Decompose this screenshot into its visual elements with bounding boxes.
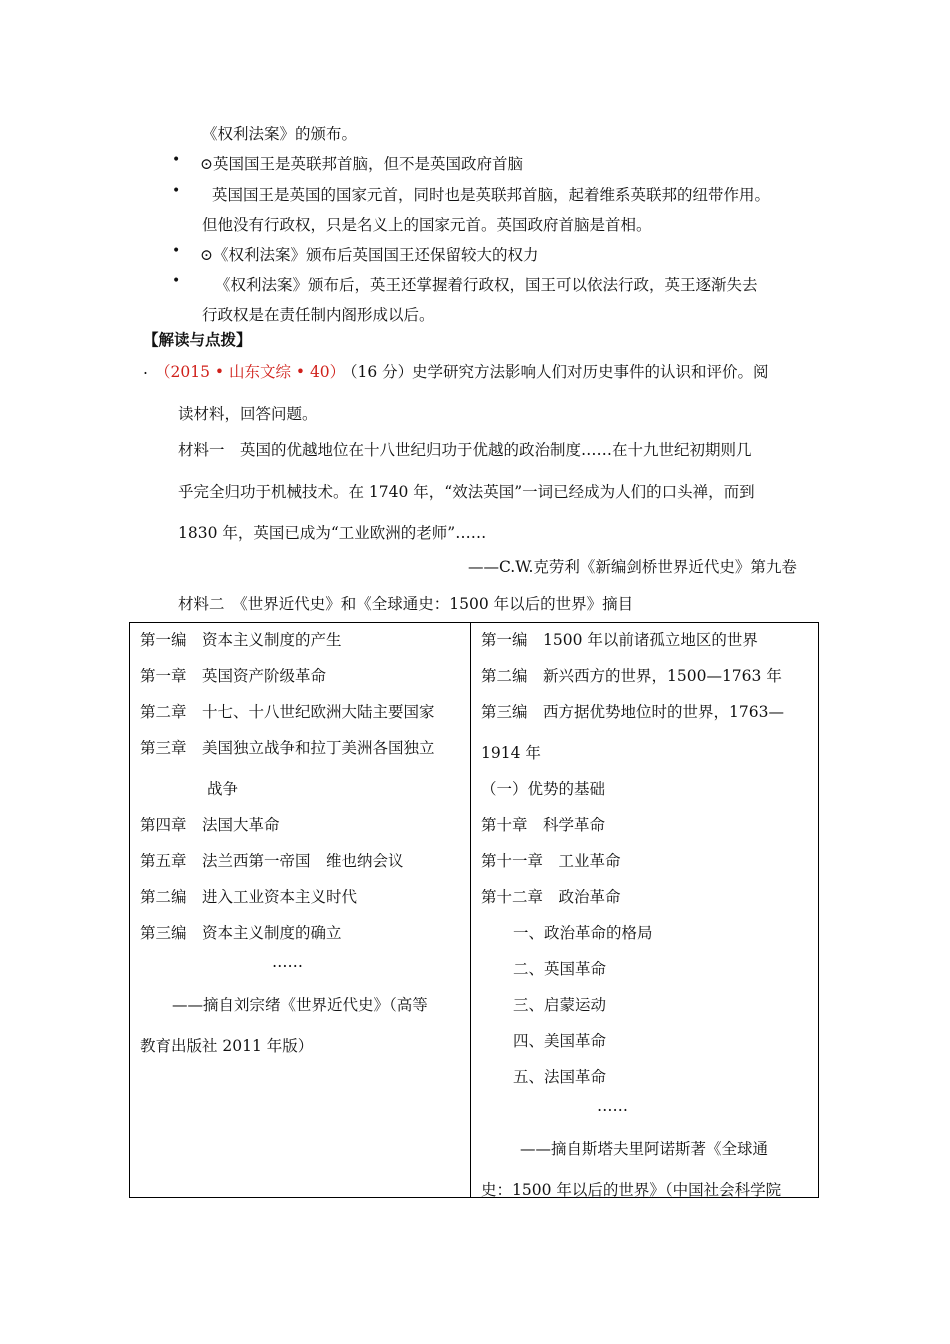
- table-right-line: ……: [597, 1097, 628, 1115]
- table-right-line: 第一编 1500 年以前诸孤立地区的世界: [481, 631, 758, 649]
- material-one-source: ——C.W.克劳利《新编剑桥世界近代史》第九卷: [468, 558, 797, 576]
- bullet-text: 行政权是在责任制内阁形成以后。: [202, 306, 435, 324]
- table-left-line: 第二章 十七、十八世纪欧洲大陆主要国家: [140, 703, 435, 721]
- material-two-title: 材料二 《世界近代史》和《全球通史：1500 年以后的世界》摘目: [178, 595, 634, 613]
- section-heading: 【解读与点拨】: [143, 331, 252, 349]
- table-divider: [470, 622, 471, 1198]
- bullet-dot: •: [172, 243, 181, 259]
- table-left-line: 战争: [207, 780, 239, 798]
- bullet-text: ⊙《权利法案》颁布后英国国王还保留较大的权力: [200, 246, 539, 264]
- bullet-text: ⊙英国国王是英联邦首脑，但不是英国政府首脑: [200, 155, 523, 173]
- bullet-text: 英国国王是英国的国家元首，同时也是英联邦首脑，起着维系英联邦的纽带作用。: [212, 186, 771, 204]
- question-score: （16 分）: [342, 363, 414, 381]
- question-number: .: [143, 360, 148, 378]
- material-one-text: 乎完全归功于机械技术。在 1740 年，“效法英国”一词已经成为人们的口头禅，而到: [178, 483, 755, 501]
- table-left-line: ——摘自刘宗绪《世界近代史》（高等: [172, 996, 428, 1014]
- question-intro: 读材料，回答问题。: [178, 405, 318, 423]
- table-right-line: 第十章 科学革命: [481, 816, 606, 834]
- table-right-line: 五、法国革命: [513, 1068, 607, 1086]
- question-intro: 史学研究方法影响人们对历史事件的认识和评价。阅: [412, 363, 769, 381]
- bullet-dot: •: [172, 273, 181, 289]
- table-left-line: 第一编 资本主义制度的产生: [140, 631, 342, 649]
- table-right-line: 三、启蒙运动: [513, 996, 607, 1014]
- table-left-line: 第三章 美国独立战争和拉丁美洲各国独立: [140, 739, 435, 757]
- table-right-line: 第三编 西方据优势地位时的世界，1763—: [481, 703, 784, 721]
- bullet-text: 《权利法案》颁布后，英王还掌握着行政权，国王可以依法行政，英王逐渐失去: [215, 276, 758, 294]
- table-right-line: ——摘自斯塔夫里阿诺斯著《全球通: [520, 1140, 769, 1158]
- table-right-line: 第十二章 政治革命: [481, 888, 621, 906]
- table-right-line: 二、英国革命: [513, 960, 607, 978]
- table-left-line: 教育出版社 2011 年版）: [140, 1037, 314, 1055]
- table-left-line: 第三编 资本主义制度的确立: [140, 924, 342, 942]
- material-one-text: 材料一 英国的优越地位在十八世纪归功于优越的政治制度……在十九世纪初期则几: [178, 441, 752, 459]
- bullet-dot: •: [172, 183, 181, 199]
- table-left-line: ……: [272, 953, 303, 971]
- table-left-line: 第一章 英国资产阶级革命: [140, 667, 327, 685]
- table-right-line: 第二编 新兴西方的世界，1500—1763 年: [481, 667, 782, 685]
- table-right-line: 1914 年: [481, 744, 541, 762]
- continuation-text: 《权利法案》的颁布。: [202, 125, 358, 143]
- table-left-line: 第二编 进入工业资本主义时代: [140, 888, 358, 906]
- table-right-line: （一）优势的基础: [481, 780, 606, 798]
- table-right-line: 四、美国革命: [513, 1032, 607, 1050]
- bullet-dot: •: [172, 152, 181, 168]
- material-one-text: 1830 年，英国已成为“工业欧洲的老师”……: [178, 524, 487, 542]
- table-left-line: 第四章 法国大革命: [140, 816, 280, 834]
- question-source: （2015 • 山东文综 • 40）: [155, 363, 346, 381]
- table-right-line: 史：1500 年以后的世界》（中国社会科学院: [481, 1181, 782, 1199]
- bullet-text: 但他没有行政权，只是名义上的国家元首。英国政府首脑是首相。: [202, 216, 652, 234]
- table-right-line: 第十一章 工业革命: [481, 852, 621, 870]
- table-left-line: 第五章 法兰西第一帝国 维也纳会议: [140, 852, 404, 870]
- table-right-line: 一、政治革命的格局: [513, 924, 653, 942]
